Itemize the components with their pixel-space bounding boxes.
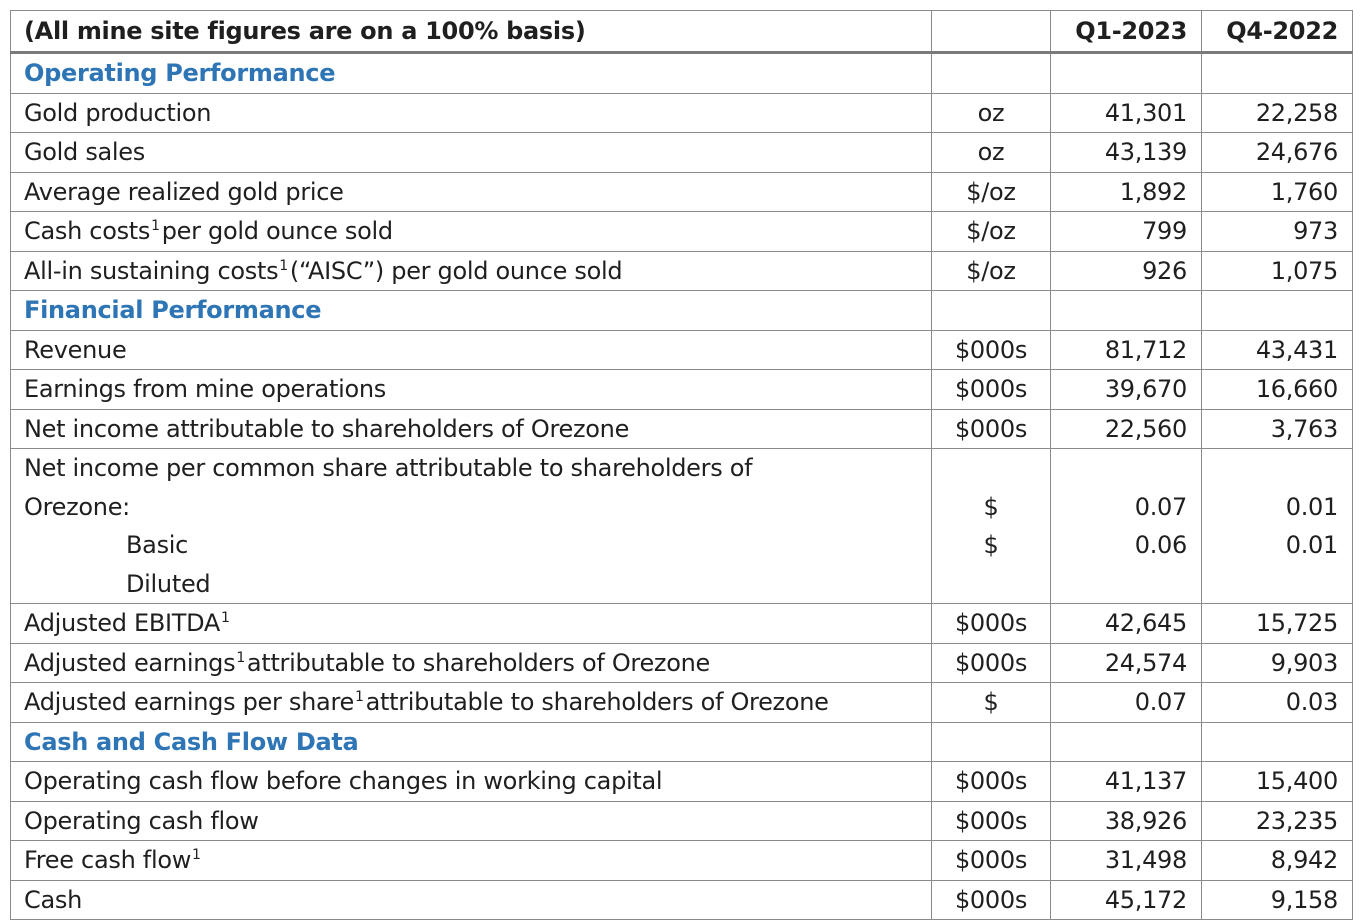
row-value-q4: 24,676 (1202, 133, 1353, 173)
row-value-q4: 1,075 (1202, 251, 1353, 291)
row-value-q4: 1,760 (1202, 172, 1353, 212)
row-value-q1: 41,137 (1051, 762, 1202, 802)
row-label: Gold sales (11, 133, 932, 173)
table-row (11, 683, 1353, 723)
table-header-row (11, 11, 1353, 53)
table-row-eps (11, 449, 1353, 604)
eps-label-line1: Net income per common share attributable to shareholders of (24, 454, 753, 482)
eps-basic-label: Basic (126, 531, 189, 559)
row-unit: $ (932, 683, 1051, 723)
row-label: Earnings from mine operations (11, 370, 932, 410)
row-unit: $/oz (932, 251, 1051, 291)
table-row (11, 133, 1353, 173)
row-unit: $000s (932, 841, 1051, 881)
row-label (11, 841, 932, 881)
eps-q1-diluted: 0.06 (1134, 531, 1187, 559)
row-unit (932, 449, 1051, 604)
table-row (11, 841, 1353, 881)
footnote-marker: 1 (236, 649, 245, 666)
row-value-q1: 81,712 (1051, 330, 1202, 370)
row-unit: $000s (932, 880, 1051, 920)
eps-unit-diluted: $ (983, 531, 999, 559)
header-unit-cell (932, 11, 1051, 53)
row-value-q4: 8,942 (1202, 841, 1353, 881)
eps-q1-basic: 0.07 (1134, 492, 1187, 521)
row-value-q4: 15,725 (1202, 604, 1353, 644)
table-row (11, 330, 1353, 370)
table-row (11, 409, 1353, 449)
section-title-financial: Financial Performance (11, 291, 932, 331)
row-label-text: Adjusted earnings per share (24, 688, 354, 716)
row-value-q1: 38,926 (1051, 801, 1202, 841)
row-label (11, 251, 932, 291)
row-unit: $/oz (932, 212, 1051, 252)
table-row (11, 172, 1353, 212)
section-row-operating (11, 53, 1353, 94)
row-value-q1: 45,172 (1051, 880, 1202, 920)
row-value-q4: 9,158 (1202, 880, 1353, 920)
row-value-q4: 23,235 (1202, 801, 1353, 841)
footnote-marker: 1 (221, 610, 230, 626)
row-value-q4: 3,763 (1202, 409, 1353, 449)
row-label-text: Adjusted earnings (24, 648, 236, 677)
eps-diluted-label: Diluted (126, 569, 211, 598)
financial-summary-table-container (10, 10, 1352, 920)
section-title-cash: Cash and Cash Flow Data (11, 722, 932, 762)
footnote-marker: 1 (354, 689, 364, 705)
row-unit: $000s (932, 801, 1051, 841)
table-row (11, 801, 1353, 841)
row-unit: oz (932, 133, 1051, 173)
table-row (11, 604, 1353, 644)
row-label (11, 449, 932, 604)
row-label-text: Free cash flow (24, 846, 192, 874)
row-unit: $000s (932, 370, 1051, 410)
row-label: Operating cash flow (11, 801, 932, 841)
section-row-cash (11, 722, 1353, 762)
footnote-marker: 1 (279, 257, 288, 274)
table-row (11, 212, 1353, 252)
row-value-q1: 22,560 (1051, 409, 1202, 449)
footnote-marker: 1 (151, 218, 160, 234)
header-q4-2022: Q4-2022 (1202, 11, 1353, 53)
header-q1-2023: Q1-2023 (1051, 11, 1202, 53)
row-label: Operating cash flow before changes in working capital (11, 762, 932, 802)
table-row (11, 251, 1353, 291)
table-row (11, 762, 1353, 802)
row-value-q1: 0.07 (1051, 683, 1202, 723)
row-label (11, 683, 932, 723)
eps-unit-basic: $ (983, 492, 999, 521)
section-title-operating: Operating Performance (11, 53, 932, 94)
row-label-text: All-in sustaining costs (24, 256, 279, 285)
row-value-q4: 15,400 (1202, 762, 1353, 802)
row-value-q4: 973 (1202, 212, 1353, 252)
header-basis-note: (All mine site figures are on a 100% basis) (11, 11, 932, 53)
row-label-text: Cash costs (24, 217, 151, 245)
row-label-text: attributable to shareholders of Orezone (365, 688, 829, 716)
row-value-q1: 42,645 (1051, 604, 1202, 644)
row-label: Gold production (11, 93, 932, 133)
row-value-q1: 926 (1051, 251, 1202, 291)
row-label (11, 604, 932, 644)
row-unit: oz (932, 93, 1051, 133)
section-row-financial (11, 291, 1353, 331)
eps-q4-basic: 0.01 (1285, 492, 1338, 521)
row-label-text: attributable to shareholders of Orezone (246, 648, 710, 677)
row-label: Net income attributable to shareholders of Orezone (11, 409, 932, 449)
row-label-text: (“AISC”) per gold ounce sold (289, 256, 623, 285)
table-row (11, 880, 1353, 920)
row-unit: $000s (932, 409, 1051, 449)
financial-summary-table (10, 10, 1353, 920)
row-value-q1: 41,301 (1051, 93, 1202, 133)
row-label (11, 643, 932, 683)
table-row (11, 370, 1353, 410)
row-value-q4: 16,660 (1202, 370, 1353, 410)
row-value-q1: 39,670 (1051, 370, 1202, 410)
eps-q4-diluted: 0.01 (1285, 531, 1338, 559)
row-label: Cash (11, 880, 932, 920)
row-value-q1: 43,139 (1051, 133, 1202, 173)
row-unit: $000s (932, 643, 1051, 683)
row-label: Revenue (11, 330, 932, 370)
row-unit: $000s (932, 604, 1051, 644)
footnote-marker: 1 (192, 847, 201, 863)
row-value-q1 (1051, 449, 1202, 604)
row-label-text: Adjusted EBITDA (24, 609, 220, 637)
row-value-q1: 1,892 (1051, 172, 1202, 212)
row-value-q1: 799 (1051, 212, 1202, 252)
row-value-q4: 9,903 (1202, 643, 1353, 683)
row-value-q1: 24,574 (1051, 643, 1202, 683)
row-value-q4 (1202, 449, 1353, 604)
table-row (11, 93, 1353, 133)
row-label (11, 212, 932, 252)
row-value-q1: 31,498 (1051, 841, 1202, 881)
row-unit: $000s (932, 330, 1051, 370)
table-row (11, 643, 1353, 683)
row-label-text: per gold ounce sold (161, 217, 393, 245)
row-label: Average realized gold price (11, 172, 932, 212)
row-value-q4: 22,258 (1202, 93, 1353, 133)
eps-label-line2: Orezone: (24, 492, 130, 521)
row-unit: $000s (932, 762, 1051, 802)
row-value-q4: 43,431 (1202, 330, 1353, 370)
row-value-q4: 0.03 (1202, 683, 1353, 723)
row-unit: $/oz (932, 172, 1051, 212)
